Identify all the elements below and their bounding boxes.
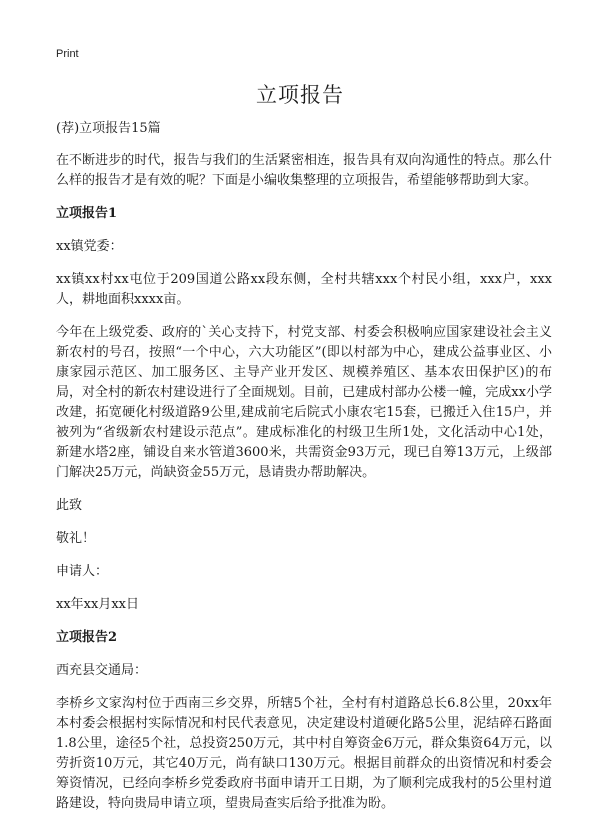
- section-heading-2: 立项报告2: [56, 630, 118, 645]
- section-1-paragraph-1: xx镇xx村xx屯位于209国道公路xx段东侧，全村共辖xxx个村民小组，xxx户，xxx人，耕地面积xxxx亩。: [56, 272, 552, 307]
- regards-line: 敬礼！: [56, 531, 96, 546]
- document-body: [56, 119, 552, 827]
- section-heading-1: 立项报告1: [56, 206, 118, 221]
- intro-paragraph: 在不断进步的时代，报告与我们的生活紧密相连，报告具有双向沟通性的特点。那么什么样的报告才是有效的呢？下面是小编收集整理的立项报告，希望能够帮助到大家。: [56, 153, 552, 188]
- closing-line: 此致: [56, 498, 83, 513]
- section-2-paragraph-1: 李桥乡文家沟村位于西南三乡交界，所辖5个社，全村有村道路总长6.8公里，20xx年本村委会根据村实际情况和村民代表意见，决定建设村道硬化路5公里，泥结碎石路面1.8公里，途径5个社，总投资250万元，其中村自筹资金6万元，群众集资64万元，以劳折资10万元，其它40万元，尚有缺口130万元。根据目前群众的出资情况和村委会筹资情况，已经向李桥乡党委政府书面申请开工日期，为了顺利完成我村的5公里村道路建设，特向贵局申请立项，望贵局查实后给予批准为盼。: [56, 696, 552, 811]
- section-1-paragraph-2: 今年在上级党委、政府的`关心支持下，村党支部、村委会积极响应国家建设社会主义新农村的号召，按照“一个中心，六大功能区”(即以村部为中心，建成公益事业区、小康家园示范区、加工服务区、主导产业开发区、规模养殖区、基本农田保护区)的布局，对全村的新农村建设进行了全面规划。目前，已建成村部办公楼一幢，完成xx小学改建，拓宽硬化村级道路9公里,建成前宅后院式小康农宅15套，已搬迁入住15户，并被列为“省级新农村建设示范点”。建成标准化的村级卫生所1处，文化活动中心1处，新建水塔2座，铺设自来水管道3600米，共需资金93万元，现已自筹13万元，上级部门解决25万元，尚缺资金55万元，恳请贵办帮助解决。: [56, 325, 552, 480]
- salutation-1: xx镇党委：: [56, 239, 123, 254]
- print-label: Print: [56, 48, 79, 60]
- applicant-line: 申请人：: [56, 564, 109, 579]
- document-title: 立项报告: [256, 83, 344, 107]
- salutation-2: 西充县交通局：: [56, 663, 148, 678]
- date-line: xx年xx月xx日: [56, 597, 139, 612]
- document-subtitle: (荐)立项报告15篇: [56, 121, 161, 136]
